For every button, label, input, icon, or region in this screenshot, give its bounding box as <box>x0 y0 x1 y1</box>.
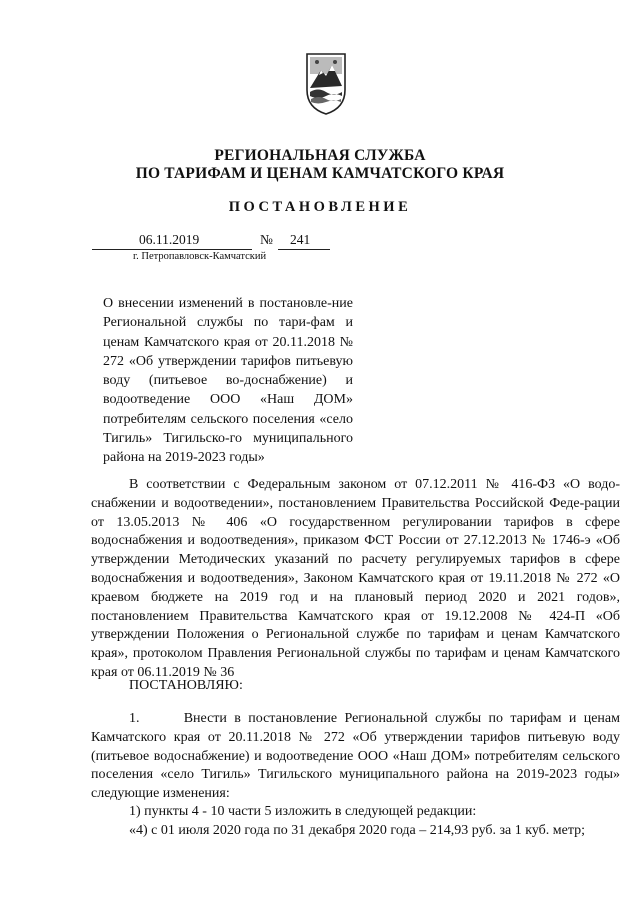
document-number: 241 <box>290 232 311 247</box>
org-name-line1: РЕГИОНАЛЬНАЯ СЛУЖБА <box>214 147 426 164</box>
org-name-line2: ПО ТАРИФАМ И ЦЕНАМ КАМЧАТСКОГО КРАЯ <box>135 165 505 182</box>
item-1-paragraph: 1. Внести в постановление Региональной службы по тарифам и ценам Камчатского края от 20.11.2018 № 272 «Об утверждении тарифов питьевую воду (питьевое водоснабжение) и водоотведение ООО «Наш ДОМ» потребителям сельского поселения «село Тигиль» Тигильского муниципального района на 2019-2023 годы» следующие изменения: <box>91 711 620 802</box>
document-type-title: ПОСТАНОВЛЕНИЕ <box>228 199 412 215</box>
document-number-label: № <box>260 232 273 247</box>
resolve-heading: ПОСТАНОВЛЯЮ: <box>129 678 243 693</box>
document-city: г. Петропавловск-Камчатский <box>133 251 267 262</box>
preamble-paragraph: В соответствии с Федеральным законом от 07.12.2011 № 416-ФЗ «О водо-снабжении и водоотведении», постановлением Правительства Российской Феде-рации от 13.05.2013 № 406 «О государственном регулировании тарифов в сфере водоснабжения и водоотведения», приказом ФСТ России от 27.12.2013 № 1746-э «Об утверждении Методических указаний по расчету регулируемых тарифов в сфере водоснабжения и водоотведения», Законом Камчатского края от 19.11.2018 № 272 «О краевом бюджете на 2019 год и на плановый период 2020 и 2021 годов», постановлением Правительства Камчатского края от 19.12.2008 № 424-П «Об утверждении Положения о Региональной службе по тарифам и ценам Камчатского края», протоколом Правления Региональной службы по тарифам и ценам Камчатского края от 06.11.2019 № 36 <box>91 477 620 680</box>
document-subject: О внесении изменений в постановле-ние Региональной службы по тари-фам и ценам Камчатского края от 20.11.2018 № 272 «Об утверждении тарифов питьевую воду (питьевое во-доснабжение) и водоотведение ООО «Наш ДОМ» потребителям сельского поселения «село Тигиль» Тигильско-го муниципального района на 2019-2023 годы» <box>103 296 353 466</box>
number-underline <box>278 249 330 250</box>
quote-item-4-paragraph: «4) с 01 июля 2020 года по 31 декабря 2020 года – 214,93 руб. за 1 куб. метр; <box>129 823 586 838</box>
kamchatka-coat-of-arms-icon <box>301 50 351 116</box>
date-underline <box>92 249 252 250</box>
subitem-1-paragraph: 1) пункты 4 - 10 части 5 изложить в следующей редакции: <box>129 804 477 819</box>
document-date: 06.11.2019 <box>139 232 200 247</box>
